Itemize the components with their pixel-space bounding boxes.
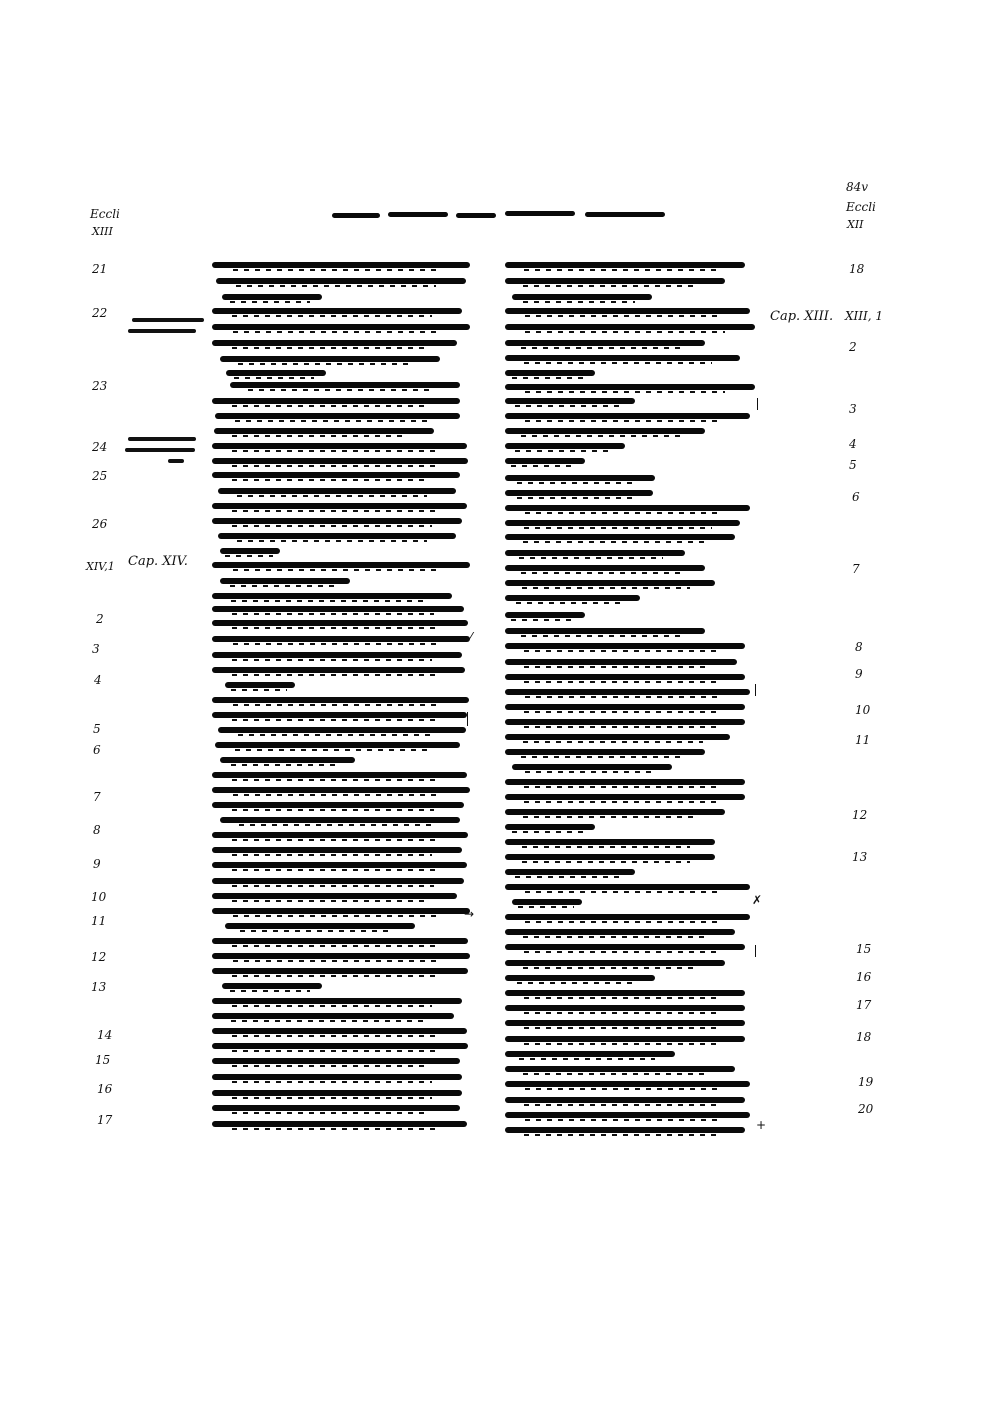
verse-number: 18 bbox=[849, 262, 865, 276]
verse-number: 3 bbox=[849, 402, 857, 416]
margin-tick bbox=[757, 398, 758, 410]
verse-number: 23 bbox=[92, 379, 108, 393]
verse-number: 8 bbox=[855, 640, 863, 654]
verse-number: 6 bbox=[852, 490, 860, 504]
verse-number: 16 bbox=[97, 1082, 113, 1096]
right-chapter-label: XII bbox=[847, 218, 864, 231]
verse-number: 10 bbox=[91, 890, 107, 904]
verse-number: 13 bbox=[91, 980, 107, 994]
chapter-start-xiii: XIII, 1 bbox=[845, 309, 884, 323]
verse-number: 7 bbox=[93, 790, 101, 804]
margin-tick bbox=[467, 712, 468, 726]
margin-tick bbox=[755, 945, 756, 957]
margin-gloss bbox=[128, 437, 196, 441]
chapter-note-xiii: Cap. XIII. bbox=[770, 309, 834, 324]
verse-number: 11 bbox=[91, 914, 107, 928]
verse-number: 12 bbox=[91, 950, 107, 964]
margin-gloss bbox=[168, 459, 184, 463]
chapter-start-xiv: XIV,1 bbox=[86, 560, 115, 573]
insertion-mark: → bbox=[464, 907, 475, 921]
margin-gloss bbox=[125, 448, 195, 452]
verse-number: 20 bbox=[858, 1102, 874, 1116]
verse-number: 5 bbox=[93, 722, 101, 736]
verse-number: 26 bbox=[92, 517, 108, 531]
verse-number: 3 bbox=[92, 642, 100, 656]
left-chapter-label: XIII bbox=[92, 225, 113, 238]
folio-number: 84v bbox=[846, 180, 869, 194]
margin-tick bbox=[755, 684, 756, 696]
verse-number: 12 bbox=[852, 808, 868, 822]
verse-number: 7 bbox=[852, 562, 860, 576]
verse-number: 8 bbox=[93, 823, 101, 837]
verse-number: 9 bbox=[93, 857, 101, 871]
verse-number: 11 bbox=[855, 733, 871, 747]
margin-gloss bbox=[128, 329, 196, 333]
right-book-label: Eccli bbox=[846, 200, 876, 214]
verse-number: 4 bbox=[94, 673, 102, 687]
insertion-mark: ✗ bbox=[752, 893, 763, 907]
verse-number: 25 bbox=[92, 469, 108, 483]
verse-number: 19 bbox=[858, 1075, 874, 1089]
verse-number: 16 bbox=[856, 970, 872, 984]
verse-number: 13 bbox=[852, 850, 868, 864]
verse-number: 10 bbox=[855, 703, 871, 717]
collation-note: ⁄ bbox=[470, 630, 473, 644]
verse-number: 5 bbox=[849, 458, 857, 472]
verse-number: 15 bbox=[95, 1053, 111, 1067]
verse-number: 14 bbox=[97, 1028, 113, 1042]
chapter-note-xiv: Cap. XIV. bbox=[128, 554, 188, 569]
verse-number: 9 bbox=[855, 667, 863, 681]
verse-number: 21 bbox=[92, 262, 108, 276]
verse-number: 18 bbox=[856, 1030, 872, 1044]
verse-number: 15 bbox=[856, 942, 872, 956]
verse-number: 17 bbox=[97, 1113, 113, 1127]
verse-number: 2 bbox=[96, 612, 104, 626]
verse-number: 2 bbox=[849, 340, 857, 354]
verse-number: 24 bbox=[92, 440, 108, 454]
left-book-label: Eccli bbox=[90, 207, 120, 221]
verse-number: 17 bbox=[856, 998, 872, 1012]
verse-number: 4 bbox=[849, 437, 857, 451]
verse-number: 6 bbox=[93, 743, 101, 757]
verse-number: 22 bbox=[92, 306, 108, 320]
margin-gloss bbox=[132, 318, 204, 322]
insertion-mark: + bbox=[756, 1118, 767, 1132]
